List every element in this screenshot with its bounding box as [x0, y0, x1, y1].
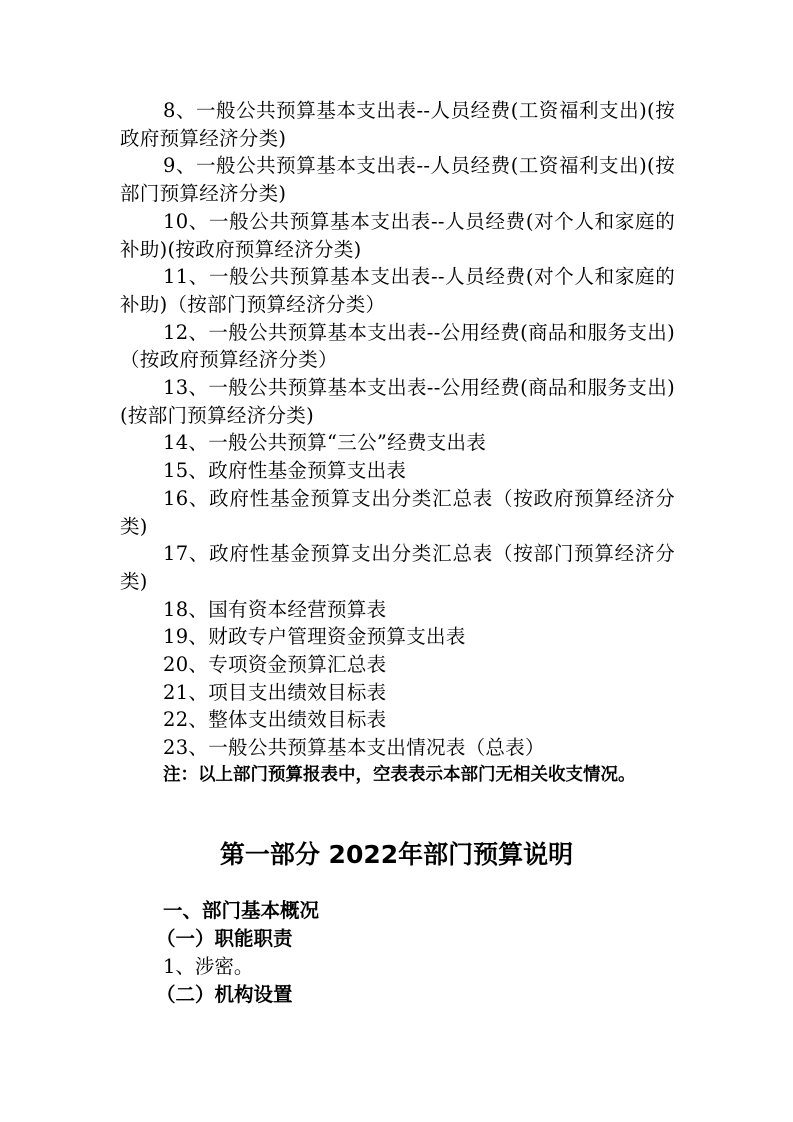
toc-item-15: 15、政府性基金预算支出表	[163, 459, 407, 483]
part-title: 第一部分 2022年部门预算说明	[219, 840, 574, 869]
section-dept-overview	[120, 897, 675, 1009]
subsection-text-functions: 1、涉密。	[163, 955, 254, 978]
section-heading: 一、部门基本概况	[163, 899, 320, 922]
subsection-heading-functions: （一）职能职责	[156, 927, 293, 950]
toc-item-11: 11、一般公共预算基本支出表--人员经费(对个人和家庭的补助)（按部门预算经济分类）	[120, 265, 675, 316]
toc-item-18: 18、国有资本经营预算表	[163, 597, 387, 621]
table-of-contents	[120, 97, 675, 789]
toc-item-8: 8、一般公共预算基本支出表--人员经费(工资福利支出)(按政府预算经济分类)	[120, 99, 675, 150]
toc-item-9: 9、一般公共预算基本支出表--人员经费(工资福利支出)(按部门预算经济分类)	[120, 154, 675, 206]
toc-item-17: 17、政府性基金预算支出分类汇总表（按部门预算经济分类)	[120, 542, 675, 593]
toc-note: 注：以上部门预算报表中，空表表示本部门无相关收支情况。	[163, 764, 636, 785]
toc-item-16: 16、政府性基金预算支出分类汇总表（按政府预算经济分类)	[120, 486, 675, 538]
toc-item-10: 10、一般公共预算基本支出表--人员经费(对个人和家庭的补助)(按政府预算经济分类)	[120, 209, 675, 261]
toc-item-23: 23、一般公共预算基本支出情况表（总表）	[163, 736, 545, 760]
toc-item-14: 14、一般公共预算“三公”经费支出表	[163, 431, 487, 455]
toc-item-13: 13、一般公共预算基本支出表--公用经费(商品和服务支出)(按部门预算经济分类)	[120, 376, 675, 427]
toc-item-22: 22、整体支出绩效目标表	[163, 708, 387, 732]
toc-item-12: 12、一般公共预算基本支出表--公用经费(商品和服务支出)（按政府预算经济分类）	[120, 320, 675, 372]
toc-item-19: 19、财政专户管理资金预算支出表	[163, 625, 466, 649]
subsection-heading-organization: （二）机构设置	[156, 983, 293, 1006]
toc-item-21: 21、项目支出绩效目标表	[163, 680, 387, 704]
toc-item-20: 20、专项资金预算汇总表	[163, 653, 387, 677]
